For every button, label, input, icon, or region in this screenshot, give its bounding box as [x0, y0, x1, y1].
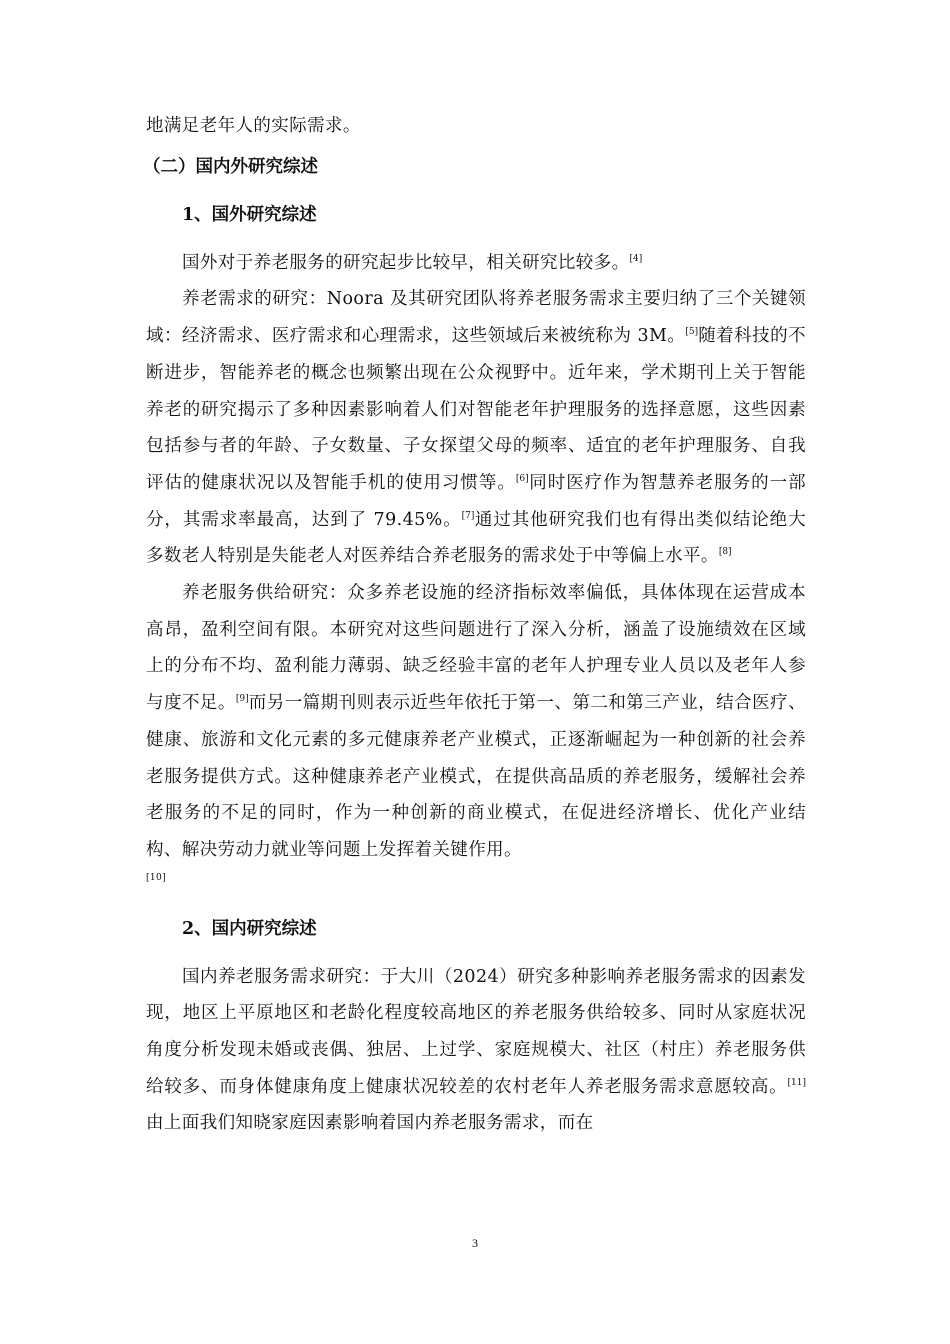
document-body [143, 108, 807, 1142]
paragraph-text: 国外对于养老服务的研究起步比较早，相关研究比较多。 [182, 252, 630, 273]
section-heading: （二）国内外研究综述 [143, 156, 318, 177]
paragraph-text: 养老服务供给研究：众多养老设施的经济指标效率偏低，具体体现在运营成本高昂，盈利空间有限。本研究对这些问题进行了深入分析，涵盖了设施绩效在区域上的分布不均、盈利能力薄弱、缺乏经验丰富的老年人护理专业人员以及老年人参与度不足。 [146, 583, 806, 714]
subsection-heading-foreign: 1、国外研究综述 [182, 204, 317, 225]
paragraph-demand-research [146, 281, 806, 575]
citation-ref: [6] [515, 473, 529, 484]
intro-tail-paragraph: 地满足老年人的实际需求。 [146, 116, 361, 136]
paragraph-supply-research [146, 575, 806, 869]
citation-ref: [8] [718, 547, 732, 558]
paragraph-foreign-overview [146, 245, 806, 282]
subsection-heading-domestic: 2、国内研究综述 [182, 918, 317, 939]
citation-ref: [5] [685, 327, 699, 338]
paragraph-domestic-demand [146, 959, 806, 1143]
paragraph-text: 国内养老服务需求研究：于大川（2024）研究多种影响养老服务需求的因素发现，地区上平原地区和老龄化程度较高地区的养老服务供给较多、同时从家庭状况角度分析发现未婚或丧偶、独居、上过学、家庭规模大、社区（村庄）养老服务供给较多、而身体健康角度上健康状况较差的农村老年人养老服务需求意愿较高。 [146, 966, 806, 1097]
paragraph-text: 养老需求的研究：Noora 及其研究团队将养老服务需求主要归纳了三个关键领域：经济需求、医疗需求和心理需求，这些领域后来被统称为 3M。 [146, 289, 806, 347]
citation-ref: [7] [461, 510, 475, 521]
paragraph-text: 通过其他研究我们也有得出类似结论绝大多数老人特别是失能老人对医养结合养老服务的需求处于中等偏上水平。 [146, 509, 806, 567]
citation-ref: [9] [235, 694, 249, 705]
page-number: 3 [472, 1236, 478, 1250]
paragraph-text: 同时医疗作为智慧养老服务的一部分，其需求率最高，达到了 79.45%。 [146, 472, 807, 530]
paragraph-text: 随着科技的不断进步，智能养老的概念也频繁出现在公众视野中。近年来，学术期刊上关于智能养老的研究揭示了多种因素影响着人们对智能老年护理服务的选择意愿，这些因素包括参与者的年龄、子女数量、子女探望父母的频率、适宜的老年护理服务、自我评估的健康状况以及智能手机的使用习惯等。 [146, 326, 806, 493]
citation-ref: [4] [629, 253, 643, 264]
paragraph-text: 由上面我们知晓家庭因素影响着国内养老服务需求，而在 [146, 1113, 594, 1134]
citation-ref: [11] [787, 1077, 806, 1088]
paragraph-text: 而另一篇期刊则表示近些年依托于第一、第二和第三产业，结合医疗、健康、旅游和文化元素的多元健康养老产业模式，正逐渐崛起为一种创新的社会养老服务提供方式。这种健康养老产业模式，在提供高品质的养老服务，缓解社会养老服务的不足的同时，作为一种创新的商业模式，在促进经济增长、优化产业结构、解决劳动力就业等问题上发挥着关键作用。 [146, 693, 807, 860]
citation-ref-standalone: [10] [146, 872, 167, 883]
